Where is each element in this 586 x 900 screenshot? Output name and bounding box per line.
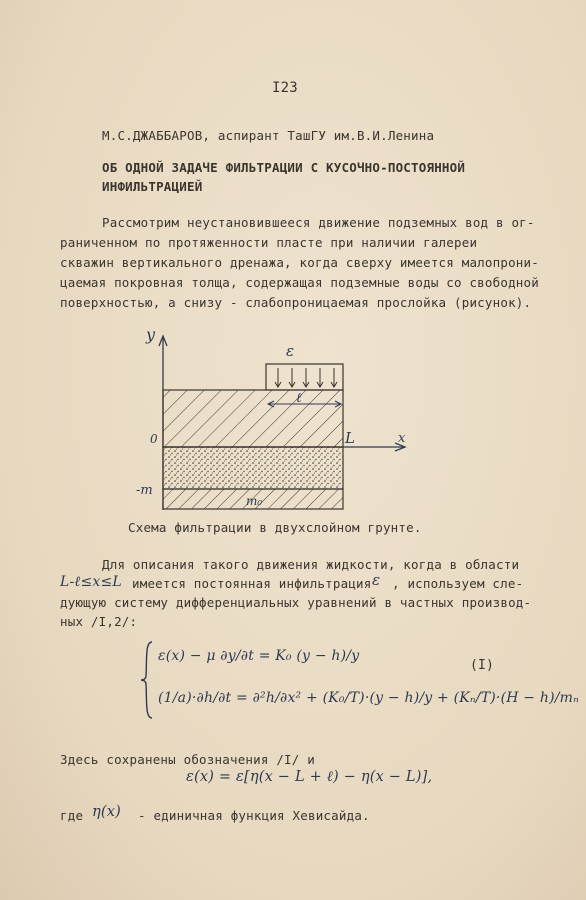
para2-line-4: ных /I,2/: bbox=[60, 614, 138, 629]
intro-line-5: поверхностью, а снизу - слабопроницаемая прослойка (рисунок). bbox=[60, 295, 532, 310]
heaviside-symbol: η(x) bbox=[92, 804, 121, 820]
page-number: I23 bbox=[272, 80, 298, 96]
notes-line-1: Здесь сохранены обозначения /I/ и bbox=[60, 752, 315, 767]
paper-title-line-2: ИНФИЛЬТРАЦИЕЙ bbox=[102, 179, 203, 194]
equation-1: ε(x) − μ ∂y/∂t = K₀ (y − h)/y bbox=[158, 648, 360, 664]
intro-line-1: Рассмотрим неустановившееся движение подземных вод в ог- bbox=[102, 215, 535, 230]
para2-line-3: дующую систему дифференциальных уравнений в частных производ- bbox=[60, 595, 532, 610]
author-line: М.С.ДЖАББАРОВ, аспирант ТашГУ им.В.И.Ленина bbox=[102, 128, 435, 143]
width-label: ℓ bbox=[296, 391, 302, 406]
cover-layer bbox=[163, 390, 343, 447]
length-label: L bbox=[345, 429, 355, 447]
equation-brace bbox=[140, 640, 154, 720]
depth-label: -m bbox=[136, 483, 153, 498]
infiltration-arrows bbox=[275, 368, 337, 387]
x-axis-label: x bbox=[398, 431, 406, 446]
equation-number: (I) bbox=[470, 658, 495, 673]
para2-line-2a: имеется постоянная инфильтрация bbox=[132, 576, 372, 591]
intro-line-3: скважин вертикального дренажа, когда сверху имеется малопрони- bbox=[60, 255, 539, 270]
equation-2: (1/a)·∂h/∂t = ∂²h/∂x² + (K₀/T)·(y − h)/y + (Kₙ/T)·(H − h)/mₙ bbox=[158, 690, 580, 706]
para2-line-2b: , используем сле- bbox=[392, 576, 524, 591]
aquifer-layer bbox=[163, 447, 343, 489]
intro-line-2: раниченном по протяженности пласте при наличии галереи bbox=[60, 235, 478, 250]
paper-title-line-1: ОБ ОДНОЙ ЗАДАЧЕ ФИЛЬТРАЦИИ С КУСОЧНО-ПОСТОЯННОЙ bbox=[102, 160, 466, 175]
notes-line-3-where: где bbox=[60, 808, 84, 823]
y-axis-label: y bbox=[146, 325, 156, 344]
figure-caption: Схема фильтрации в двухслойном грунте. bbox=[128, 520, 422, 535]
intro-line-4: цаемая покровная толща, содержащая подземные воды со свободной bbox=[60, 275, 539, 290]
infiltration-label: ε bbox=[286, 342, 295, 360]
notes-line-3-rest: - единичная функция Хевисайда. bbox=[138, 808, 370, 823]
domain-formula: L-ℓ≤x≤L bbox=[60, 574, 122, 590]
para2-line-1: Для описания такого движения жидкости, когда в области bbox=[102, 557, 520, 572]
origin-label: 0 bbox=[150, 432, 158, 446]
layer-label: m₀ bbox=[246, 494, 263, 508]
infiltration-symbol: ε bbox=[372, 571, 381, 589]
notes-formula: ε(x) = ε[η(x − L + ℓ) − η(x − L)], bbox=[186, 769, 433, 785]
